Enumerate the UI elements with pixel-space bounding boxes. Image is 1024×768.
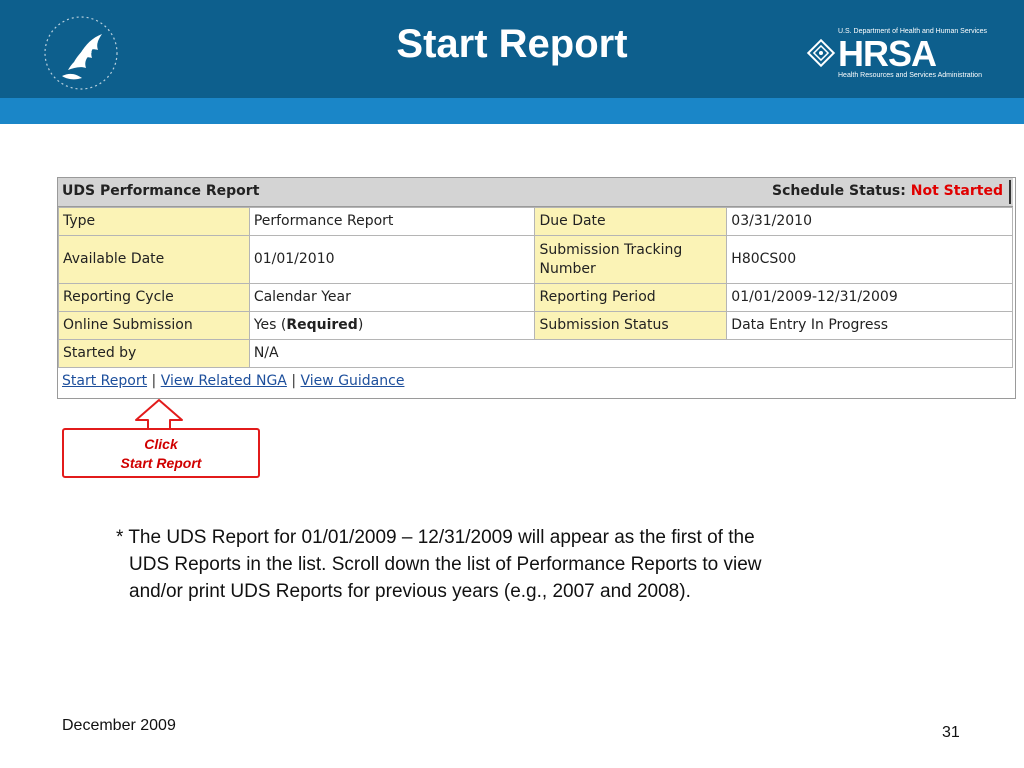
table-row	[59, 312, 1013, 340]
online-submission-suffix: )	[357, 317, 364, 333]
hrsa-wordmark: HRSA	[838, 33, 937, 74]
header-accent-strip	[0, 98, 1024, 124]
panel-title: UDS Performance Report	[62, 183, 260, 199]
field-value: N/A	[249, 340, 1012, 368]
field-value: H80CS00	[727, 236, 1013, 284]
table-row	[59, 236, 1013, 284]
slide-title: Start Report	[396, 22, 628, 66]
field-value: 01/01/2010	[249, 236, 535, 284]
start-report-link[interactable]: Start Report	[62, 373, 148, 389]
field-label: Reporting Period	[535, 284, 727, 312]
field-label: Type	[59, 208, 250, 236]
hrsa-logo	[806, 28, 988, 86]
field-label: Online Submission	[59, 312, 250, 340]
link-separator: |	[151, 373, 157, 389]
note-line-2: UDS Reports in the list. Scroll down the list of Performance Reports to view	[129, 554, 762, 575]
table-row	[59, 340, 1013, 368]
note-line-3: and/or print UDS Reports for previous years (e.g., 2007 and 2008).	[129, 581, 691, 602]
uds-performance-report-panel	[57, 177, 1016, 399]
click-start-report-callout	[62, 428, 260, 478]
required-text: Required	[286, 317, 358, 333]
page-number: 31	[942, 724, 960, 741]
online-submission-prefix: Yes (	[253, 317, 287, 333]
field-value: Data Entry In Progress	[727, 312, 1013, 340]
report-details-table	[58, 207, 1013, 368]
schedule-status-label: Schedule Status:	[772, 183, 906, 199]
hrsa-agency-text: Health Resources and Services Administration	[838, 72, 982, 79]
field-value: Performance Report	[249, 208, 535, 236]
field-value	[249, 312, 535, 340]
field-label: Available Date	[59, 236, 250, 284]
field-label: Due Date	[535, 208, 727, 236]
schedule-status	[772, 183, 1003, 199]
field-label: Reporting Cycle	[59, 284, 250, 312]
field-value: Calendar Year	[249, 284, 535, 312]
field-value: 03/31/2010	[727, 208, 1013, 236]
note-line-1: * The UDS Report for 01/01/2009 – 12/31/2009 will appear as the first of the	[116, 527, 755, 548]
view-related-nga-link[interactable]: View Related NGA	[160, 373, 287, 389]
field-label: Submission Status	[535, 312, 727, 340]
table-row	[59, 284, 1013, 312]
panel-header	[58, 178, 1013, 207]
hrsa-department-text: U.S. Department of Health and Human Services	[838, 28, 988, 35]
callout-line-2: Start Report	[120, 455, 202, 471]
field-value: 01/01/2009-12/31/2009	[727, 284, 1013, 312]
table-row	[59, 208, 1013, 236]
explanatory-note	[116, 524, 916, 605]
field-label: Started by	[59, 340, 250, 368]
footer-date: December 2009	[62, 717, 176, 734]
report-actions-row	[58, 368, 1013, 396]
hrsa-emblem-icon	[806, 38, 836, 68]
callout-arrow-icon	[132, 398, 186, 430]
field-label: Submission Tracking Number	[535, 236, 727, 284]
report-action-links	[62, 373, 404, 389]
header-divider	[1009, 180, 1011, 204]
link-separator: |	[291, 373, 297, 389]
schedule-status-value: Not Started	[910, 183, 1003, 199]
callout-line-1: Click	[144, 436, 178, 452]
view-guidance-link[interactable]: View Guidance	[300, 373, 405, 389]
